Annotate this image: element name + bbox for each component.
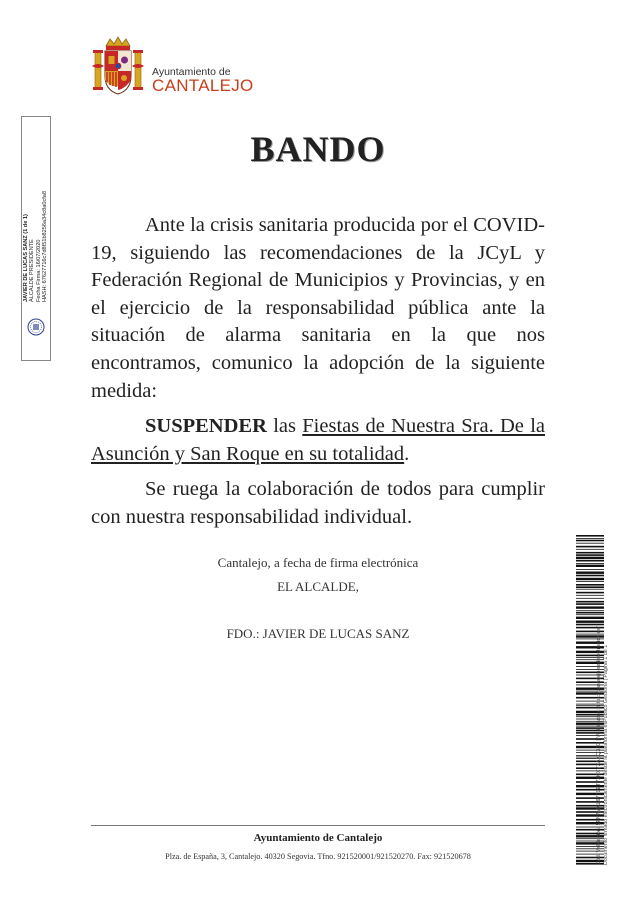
footer-address: Plza. de España, 3, Cantalejo. 40320 Segovia. Tfno. 921520001/921520270. Fax: 921520678 [165,852,471,861]
footer-divider [91,825,545,826]
validation-platform: Documento firmado electrónicamente desde la plataforma esPublico Gestiona | Página 1 de 1 [603,644,609,865]
validation-code: Cód. Validación: 5FN7MAL67T9ET72KXYZAKQ3JG | Verificación: https://cantalejo.sedelectronica.es/ [596,626,602,865]
municipality-logo [92,36,254,100]
measure-end: . [404,442,410,465]
digital-seal-icon [27,318,45,336]
org-name-line2: CANTALEJO [152,76,254,95]
signature-date: Fecha Firma: 16/07/2020 [36,239,42,302]
footer-org: Ayuntamiento de Cantalejo [253,832,383,844]
signature-role: EL ALCALDE, [277,579,359,594]
body-paragraph-request: Se ruega la colaboración de todos para cumplir con nuestra responsabilidad individual. [91,478,545,528]
document-body [91,212,545,532]
document-title: BANDO [250,129,386,169]
body-paragraph-measure [91,413,545,468]
signature-hash: HASH: 67627716c7d8f51b8256a34c8a0cfa8 [42,190,49,302]
measure-verb: SUSPENDER [145,415,267,438]
measure-connector: las [266,415,303,438]
signature-place-date: Cantalejo, a fecha de firma electrónica [217,555,419,570]
body-paragraph-intro: Ante la crisis sanitaria producida por el COVID-19, siguiendo las recomendaciones de la JCyL y Federación Regional de Municipios y Provincias, y en el ejercicio de la responsabilidad pública ante la situación de alarma sanitaria en la que nos encontramos, comunico la adopción de la siguiente medida: [91,214,545,402]
measure-subject: Fiestas de Nuestra Sra. De la Asunción y San Roque en su totalidad [91,415,545,465]
signer-name: JAVIER DE LUCAS SANZ (1 de 1) [23,214,30,302]
validation-text [596,535,610,865]
spain-coat-of-arms-icon [92,36,144,98]
signer-role: ALCALDE PRESIDENTE [29,239,36,302]
signature-signed-by: FDO.: JAVIER DE LUCAS SANZ [226,626,410,641]
org-name-line1: Ayuntamiento de [152,66,231,78]
